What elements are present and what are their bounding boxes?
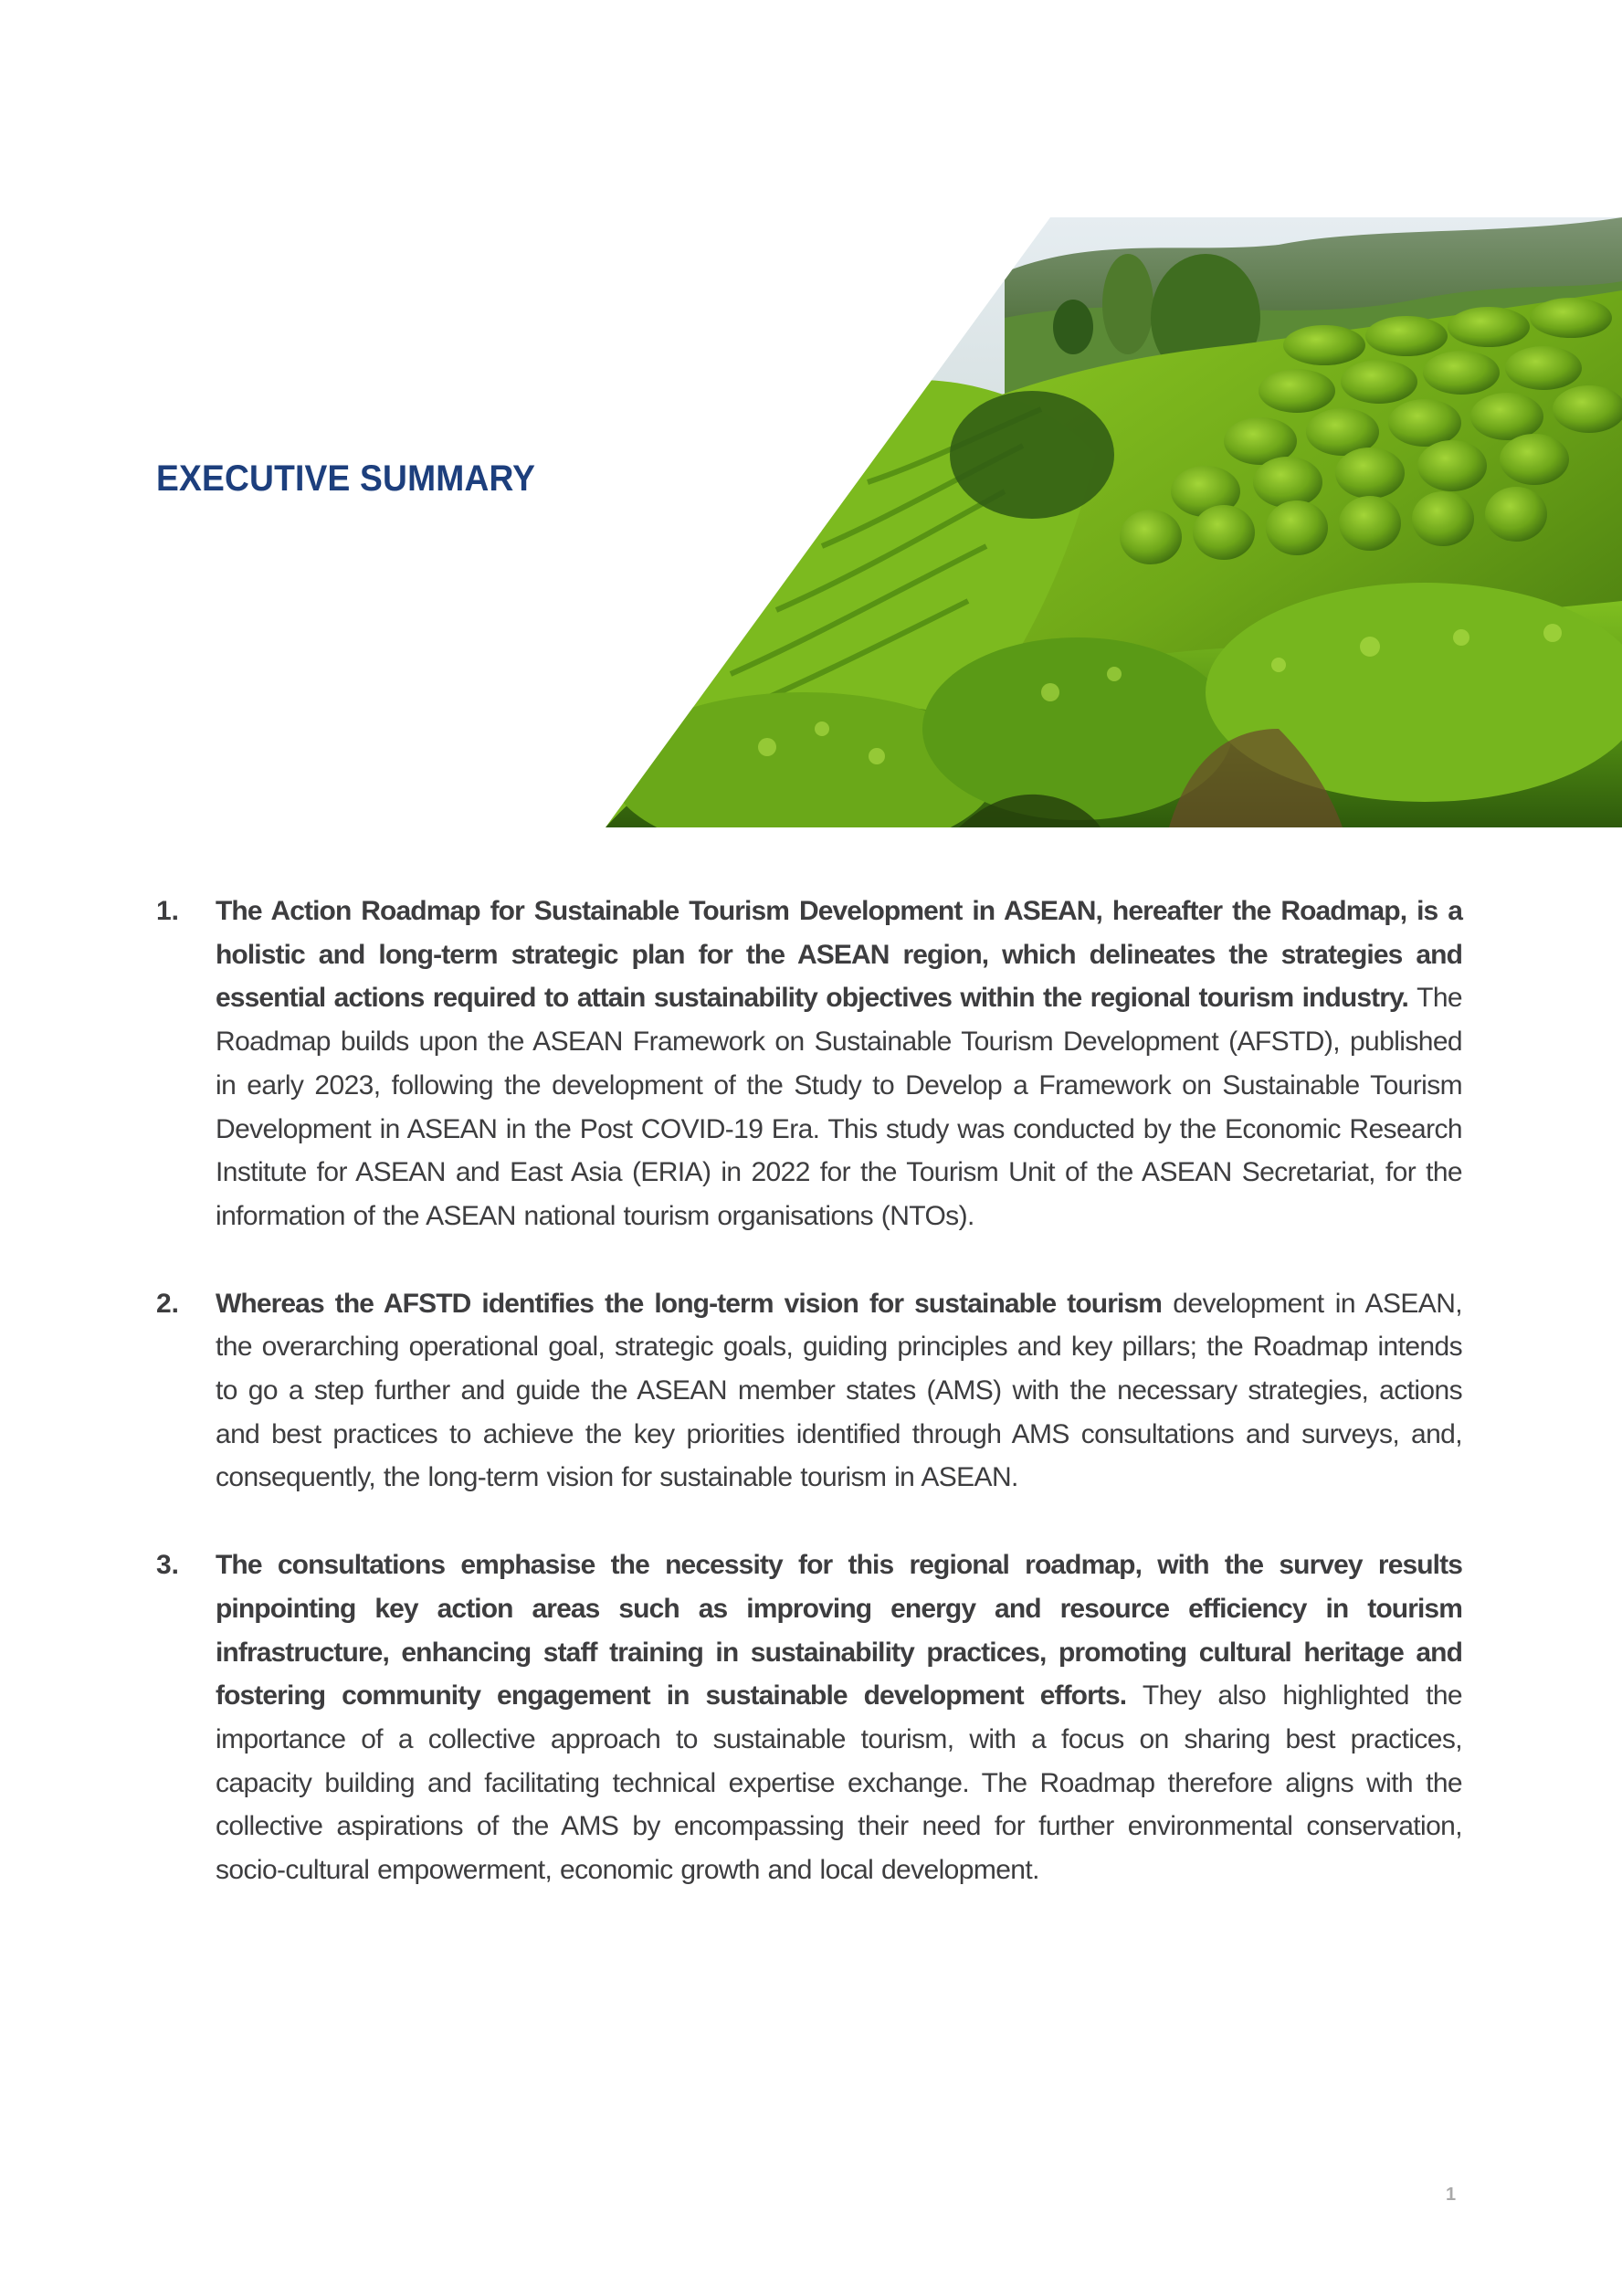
tea-plantation-image xyxy=(0,217,1622,827)
hero-photo-content xyxy=(548,217,1622,827)
item-paragraph xyxy=(216,1543,1462,1892)
item-regular-text: They also highlighted the importance of a collective approach to sustainable tourism, with a focus on sharing best practices, capacity building and facilitating technical expertise exchange. The Roadmap therefore aligns with the collective aspirations of the AMS by encompassing their need for further environmental conservation, socio-cultural empowerment, economic growth and local development. xyxy=(216,1680,1462,1886)
summary-item-3 xyxy=(156,1543,1462,1892)
summary-list xyxy=(156,890,1462,1936)
item-regular-text: The Roadmap builds upon the ASEAN Framework on Sustainable Tourism Development (AFSTD), published in early 2023, following the development of the Study to Develop a Framework on Sustainable Tourism Development in ASEAN in the Post COVID-19 Era. This study was conducted by the Economic Research Institute for ASEAN and East Asia (ERIA) in 2022 for the Tourism Unit of the ASEAN Secretariat, for the information of the ASEAN national tourism organisations (NTOs). xyxy=(216,983,1462,1231)
item-number: 1. xyxy=(156,896,180,926)
item-number: 3. xyxy=(156,1550,180,1581)
page-number: 1 xyxy=(1446,2185,1457,2205)
item-paragraph xyxy=(216,890,1462,1238)
item-paragraph xyxy=(216,1282,1462,1501)
summary-item-1 xyxy=(156,890,1462,1238)
summary-item-2 xyxy=(156,1282,1462,1501)
page-title: EXECUTIVE SUMMARY xyxy=(156,458,536,499)
item-bold-text: The consultations emphasise the necessity for this regional roadmap, with the survey results pinpointing key action areas such as improving energy and resource efficiency in tourism infrastructure, enhancing staff training in sustainability practices, promoting cultural heritage and fostering community engagement in sustainable development efforts. xyxy=(216,1550,1462,1711)
item-bold-text: The Action Roadmap for Sustainable Tourism Development in ASEAN, hereafter the Roadmap, is a holistic and long-term strategic plan for the ASEAN region, which delineates the strategies and essential actions required to attain sustainability objectives within the regional tourism industry. xyxy=(216,896,1462,1014)
item-regular-text: development in ASEAN, the overarching operational goal, strategic goals, guiding principles and key pillars; the Roadmap intends to go a step further and guide the ASEAN member states (AMS) with the necessary strategies, actions and best practices to achieve the key priorities identified through AMS consultations and surveys, and, consequently, the long-term vision for sustainable tourism in ASEAN. xyxy=(216,1288,1463,1493)
item-bold-text: Whereas the AFSTD identifies the long-term vision for sustainable tourism xyxy=(216,1288,1163,1319)
item-number: 2. xyxy=(156,1288,180,1319)
